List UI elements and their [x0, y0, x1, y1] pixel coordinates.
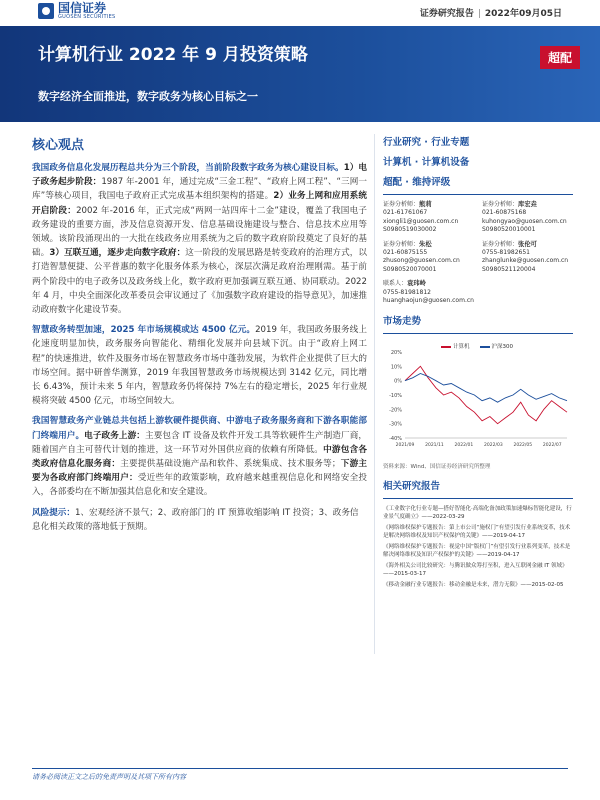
- stage3-label: 3）互联互通，逐步走向数字政府：: [49, 248, 186, 259]
- industry-label: 行业研究 · 行业专题: [383, 137, 470, 148]
- analyst-card: 证券分析师：张伦可 0755-81982651 zhanglunke@guosen.com.cn S0980521120004: [482, 240, 569, 273]
- chart-source: 资料来源：Wind、国信证券经济研究所整理: [383, 464, 491, 471]
- downstream-text: 受近些年的政策影响，政府越来越重视信息化和网络安全投入，各部委均在不断加强其信息化和安全建设。: [32, 473, 367, 498]
- stage1-text: 1987 年-2001 年，通过完成“三金工程”、“政府上网工程”、“三网一库”等核心项目，我国电子政府正式完成基本组织架构的搭建。: [32, 177, 367, 202]
- stage2-text: 2002 年-2016 年，正式完成“两网一站四库十二金”建设，覆盖了我国电子政务建设的重要方面，涉及信息资源开发、信息基础设施建设与整合、信息技术应用等领域。该阶段涌现出的一大批在线政务应用系统为之后的数字政府阶段奠定了良好的基础。: [32, 205, 367, 259]
- x-tick-label: 2022/05: [513, 443, 533, 449]
- logo-text-en: GUOSEN SECURITIES: [58, 14, 116, 20]
- risk-label: 风险提示：: [32, 507, 75, 518]
- analyst-card: 证券分析师：库宏垚 021-60875168 kuhongyao@guosen.com.cn S0980520010001: [482, 201, 567, 234]
- y-tick-label: 10%: [390, 364, 402, 371]
- contact-card: 联系人：袁玮岭 0755-81981812 huanghaojun@guosen.com.cn: [383, 280, 474, 305]
- chart-legend: [441, 342, 513, 350]
- reports-divider: [383, 498, 573, 499]
- footer-divider: [32, 768, 568, 769]
- chart-divider: [383, 333, 573, 334]
- rating-line: 超配 · 维持评级: [383, 177, 451, 188]
- x-tick-label: 2021/09: [395, 443, 415, 449]
- paragraph-stages: [32, 161, 367, 317]
- y-tick-label: -40%: [389, 436, 402, 443]
- footer-disclaimer: 请务必阅读正文之后的免责声明及其项下所有内容: [32, 773, 186, 781]
- sector-label: 计算机 · 计算机设备: [383, 157, 470, 168]
- trend-plot: [383, 340, 573, 460]
- y-tick-label: -10%: [389, 393, 402, 400]
- market-trend-title: 市场走势: [383, 316, 422, 328]
- rating-badge: 超配: [540, 46, 580, 69]
- report-date: 2022年09月05日: [484, 9, 562, 19]
- sidebar-divider: [383, 194, 573, 195]
- stage2-label: 2）业务上网和应用系统开启阶段：: [32, 191, 367, 216]
- series-line-1: [405, 374, 567, 403]
- x-tick-label: 2022/01: [454, 443, 474, 449]
- midstream-label: 中游包含各类政府信息化服务商：: [32, 444, 367, 470]
- report-type: 证券研究报告: [419, 9, 474, 19]
- analyst-card: 证券分析师：熊莉 021-61761067 xiongli1@guosen.com.cn S0980519030002: [383, 201, 459, 234]
- logo-icon: [38, 3, 54, 19]
- y-tick-label: -30%: [389, 422, 402, 429]
- report-link[interactable]: 《网络维权保护专题报告：第上市公司“施权门”有望引发行业系统变革，技术是解决网络维权及知识产权保护的关键》——2019-04-17: [383, 525, 571, 540]
- risk-text: 1、宏观经济不景气；2、政府部门的 IT 预算收缩影响 IT 投资；3、政务信息化相关政策的落地低于预期。: [32, 507, 359, 532]
- risk-note: [32, 506, 367, 534]
- upstream-text: 主要包含 IT 设备及软件开发工具等软硬件生产制造厂商，随着国产自主可替代计划的推进，这一环节对外国供应商的依赖有所降低。: [32, 430, 367, 455]
- downstream-label: 下游主要为各政府部门终端用户：: [32, 459, 367, 484]
- x-tick-label: 2021/11: [425, 443, 444, 449]
- x-tick-label: 2022/03: [484, 443, 503, 449]
- page-header: [0, 0, 600, 26]
- guosen-logo: [38, 2, 116, 20]
- report-subtitle: 数字经济全面推进，数字政务为核心目标之一: [38, 90, 258, 103]
- legend-item-hs300: 沪深300: [480, 342, 514, 350]
- paragraph-market: [32, 323, 367, 408]
- x-tick-label: 2022/07: [542, 443, 562, 449]
- paragraph-chain: [32, 414, 367, 499]
- upstream-label: 电子政务上游：: [84, 430, 146, 441]
- legend-item-computer: 计算机: [441, 342, 470, 350]
- report-link[interactable]: 《海外相关公司比较研究：与腾讯做众筹打至积，进入互联网金融 IT 领域》——2015-03-17: [383, 563, 568, 578]
- section-title: 核心观点: [32, 138, 85, 153]
- main-content: [32, 134, 367, 534]
- column-divider: [374, 134, 375, 654]
- analyst-list: [383, 201, 573, 305]
- stages-lead: 我国政务信息化发展历程总共分为三个阶段，当前阶段数字政务为核心建设目标。: [32, 163, 344, 173]
- y-tick-label: -20%: [389, 407, 402, 414]
- report-link[interactable]: 《工业数字化行业专题—搭好智能化·高端化备加政策加速爆标智能化建设，行业景气度确立》——2022-03-29: [383, 506, 572, 521]
- market-trend-chart: [383, 340, 573, 460]
- stage1-label: 1）电子政务起步阶段：: [32, 163, 367, 188]
- market-text: 2019 年，我国政务服务线上化速度明显加快，政务服务向智能化、精细化发展并向县域下沉。由于“政府上网工程”的快速推进，软件及服务市场在智慧政务市场中蓬勃发展，为软件企业提供了巨大的市场空间。据中研普华测算，2019 年我国智慧政务市场规模达到 3142 亿元，同比增长 6.43%，预计未来 5 年内，智慧政务仍将保持 7%左右的稳定增长，2025 年行业规模将突破 4500 亿元，市场空间较大。: [32, 325, 367, 407]
- series-line-0: [405, 367, 567, 424]
- report-link[interactable]: 《网络维权保护专题报告：视觉中国“版权门”有望引发行业系列变革，技术是解决网络维权及知识产权保护的关键》——2019-04-17: [383, 544, 571, 559]
- y-tick-label: 0%: [394, 379, 402, 386]
- related-reports-list: [383, 505, 573, 589]
- stage3-text: 这一阶段的发展思路是转变政府的治理方式，以打造智慧便捷、公平普惠的数字化服务体系为核心，深层次满足政府治理刚需。基于前两个阶段中的电子政务以及政务线上化，数字政府更加强调互联互通、协同联动。2022 年 4 月，中央全面深化改革委员会审议通过了《加强数字政府建设的指导意见》，加速推动政府数字化建设节奏。: [32, 248, 367, 316]
- chain-lead: 我国智慧政务产业链总共包括上游软硬件提供商、中游电子政务服务商和下游各职能部门终端用户。: [32, 416, 367, 441]
- market-lead: 智慧政务转型加速，2025 年市场规模或达 4500 亿元。: [32, 325, 256, 336]
- y-tick-label: 20%: [390, 350, 402, 357]
- related-reports-title: 相关研究报告: [383, 481, 441, 493]
- report-link[interactable]: 《移动金融行业专题报告：移动金融是未来，潜力无限》——2015-02-05: [383, 582, 564, 589]
- midstream-text: 主要提供基础设施产品和软件、系统集成、技术服务等；: [120, 459, 341, 470]
- sidebar: [383, 134, 573, 592]
- header-meta: 证券研究报告 | 2022年09月05日: [419, 9, 562, 19]
- report-title: 计算机行业 2022 年 9 月投资策略: [38, 45, 308, 65]
- logo-text-cn: 国信证券: [58, 1, 107, 15]
- analyst-card: 证券分析师：朱松 021-60875155 zhusong@guosen.com.cn S0980520070001: [383, 240, 460, 273]
